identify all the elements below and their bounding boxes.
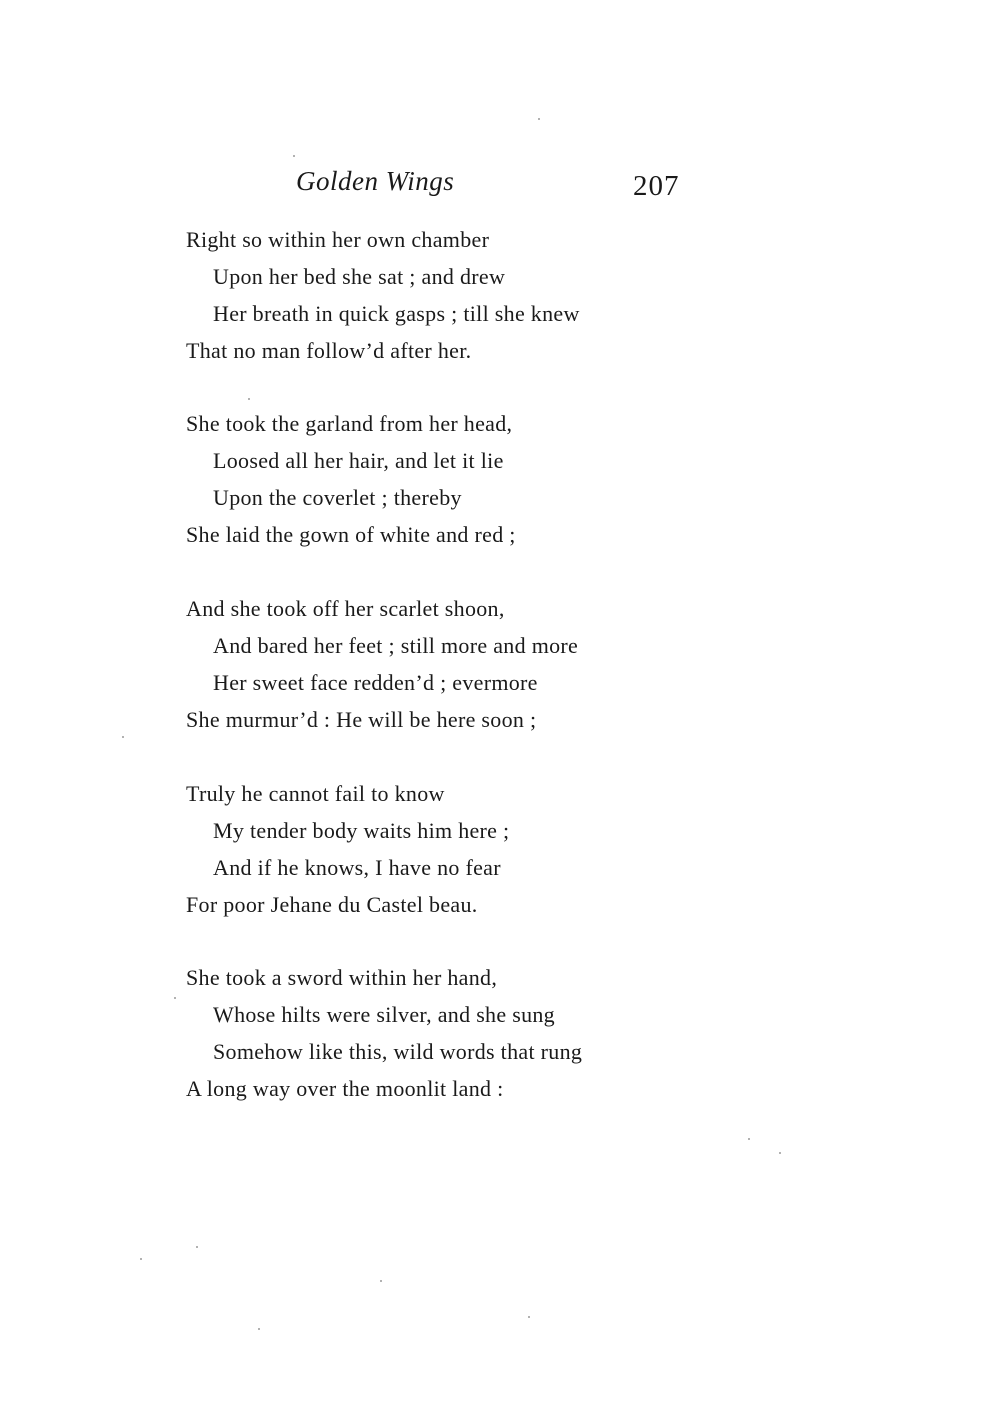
poem-line: She laid the gown of white and red ;: [186, 522, 516, 547]
poem-line: She murmur’d : He will be here soon ;: [186, 707, 537, 732]
poem-line: A long way over the moonlit land :: [186, 1076, 504, 1101]
poem-line: And bared her feet ; still more and more: [213, 633, 579, 658]
dust-speck: [779, 1152, 781, 1154]
dust-speck: [122, 736, 124, 738]
poem-line: Her sweet face redden’d ; evermore: [213, 670, 538, 695]
dust-speck: [380, 1280, 382, 1282]
stanza-3: [186, 590, 706, 738]
stanza-2: [186, 405, 706, 553]
dust-speck: [528, 1316, 530, 1318]
poem-line: Somehow like this, wild words that rung: [213, 1039, 583, 1064]
dust-speck: [248, 398, 250, 400]
poem-line: Right so within her own chamber: [186, 227, 490, 252]
poem-line: And she took off her scarlet shoon,: [186, 596, 505, 621]
stanza-1: [186, 221, 706, 369]
dust-speck: [140, 1258, 142, 1260]
stanza-4: [186, 775, 706, 923]
poem-line: That no man follow’d after her.: [186, 338, 472, 363]
poem-line: She took the garland from her head,: [186, 411, 513, 436]
poem-line: And if he knows, I have no fear: [213, 855, 501, 880]
poem-line: For poor Jehane du Castel beau.: [186, 892, 478, 917]
dust-speck: [293, 155, 295, 157]
poem-line: Whose hilts were silver, and she sung: [213, 1002, 555, 1027]
dust-speck: [748, 1138, 750, 1140]
poem-line: Upon the coverlet ; thereby: [213, 485, 462, 510]
dust-speck: [538, 118, 540, 120]
page-number: 207: [633, 170, 680, 202]
poem-line: She took a sword within her hand,: [186, 965, 498, 990]
dust-speck: [258, 1328, 260, 1330]
running-head-title: Golden Wings: [296, 166, 455, 196]
dust-speck: [196, 1246, 198, 1248]
poem-line: Truly he cannot fail to know: [186, 781, 445, 806]
dust-speck: [174, 997, 176, 999]
poem-line: My tender body waits him here ;: [213, 818, 510, 843]
stanza-5: [186, 959, 706, 1107]
poem-line: Loosed all her hair, and let it lie: [213, 448, 504, 473]
poem-line: Upon her bed she sat ; and drew: [213, 264, 506, 289]
poem-line: Her breath in quick gasps ; till she knew: [213, 301, 580, 326]
